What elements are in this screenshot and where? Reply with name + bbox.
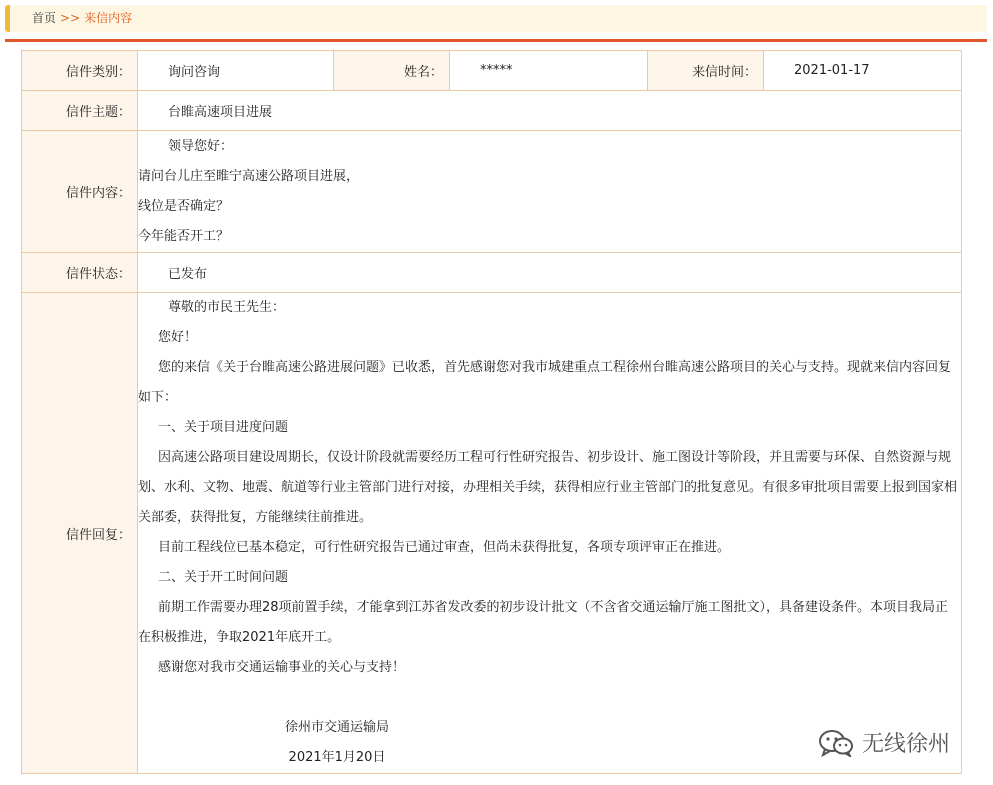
- category-value: 询问咨询: [138, 51, 334, 91]
- reply-body: [138, 293, 962, 774]
- breadcrumb-separator: >>: [60, 11, 81, 25]
- subject-value: 台睢高速项目进展: [138, 91, 962, 131]
- status-row: [22, 253, 962, 293]
- reply-paragraph: 您好！: [158, 330, 198, 345]
- name-value: *****: [450, 51, 648, 91]
- subject-label: 信件主题：: [22, 91, 138, 131]
- reply-spacer: [138, 683, 961, 713]
- letter-table: [21, 50, 962, 774]
- content-body: [138, 131, 962, 253]
- reply-paragraph: 因高速公路项目建设周期长，仅设计阶段就需要经历工程可行性研究报告、初步设计、施工图设计等阶段，并且需要与环保、自然资源与规划、水利、文物、地震、航道等行业主管部门进行对接，办理相关手续，获得相应行业主管部门的批复意见。有很多审批项目需要上报到国家相关部委，获得批复，方能继续往前推进。: [138, 450, 958, 525]
- reply-paragraph: 一、关于项目进度问题: [158, 420, 289, 435]
- reply-label: 信件回复：: [22, 293, 138, 774]
- content-line: 线位是否确定？: [138, 198, 230, 214]
- breadcrumb: [5, 5, 987, 32]
- signature-date: 2021年1月20日: [288, 750, 386, 765]
- category-label: 信件类别：: [22, 51, 138, 91]
- signature-org: 徐州市交通运输局: [284, 720, 389, 735]
- letter-meta-row: [22, 51, 962, 91]
- reply-row: [22, 293, 962, 774]
- reply-paragraph: 感谢您对我市交通运输事业的关心与支持！: [158, 660, 406, 675]
- breadcrumb-home-link[interactable]: 首页: [32, 11, 57, 25]
- name-label: 姓名：: [334, 51, 450, 91]
- time-value: 2021-01-17: [764, 51, 962, 91]
- status-label: 信件状态：: [22, 253, 138, 293]
- reply-paragraph: 您的来信《关于台睢高速公路进展问题》已收悉，首先感谢您对我市城建重点工程徐州台睢高速公路项目的关心与支持。现就来信内容回复如下：: [138, 360, 952, 405]
- reply-paragraph: 目前工程线位已基本稳定，可行性研究报告已通过审查，但尚未获得批复，各项专项评审正在推进。: [158, 540, 731, 555]
- watermark: [818, 727, 950, 758]
- content-label: 信件内容：: [22, 131, 138, 253]
- status-value: 已发布: [138, 253, 962, 293]
- wechat-icon: [818, 729, 854, 757]
- content-line: 今年能否开工？: [138, 228, 230, 244]
- time-label: 来信时间：: [648, 51, 764, 91]
- watermark-text: 无线徐州: [862, 732, 951, 757]
- accent-divider: [5, 39, 987, 42]
- content-row: [22, 131, 962, 253]
- reply-greeting: 尊敬的市民王先生：: [168, 300, 286, 315]
- content-line: 领导您好：: [168, 138, 234, 154]
- breadcrumb-current: 来信内容: [84, 11, 133, 25]
- subject-row: [22, 91, 962, 131]
- reply-paragraph: 二、关于开工时间问题: [158, 570, 289, 585]
- reply-paragraph: 前期工作需要办理28项前置手续，才能拿到江苏省发改委的初步设计批文（不含省交通运输厅施工图批文），具备建设条件。本项目我局正在积极推进，争取2021年底开工。: [138, 600, 949, 645]
- content-line: 请问台儿庄至睢宁高速公路项目进展，: [138, 168, 360, 184]
